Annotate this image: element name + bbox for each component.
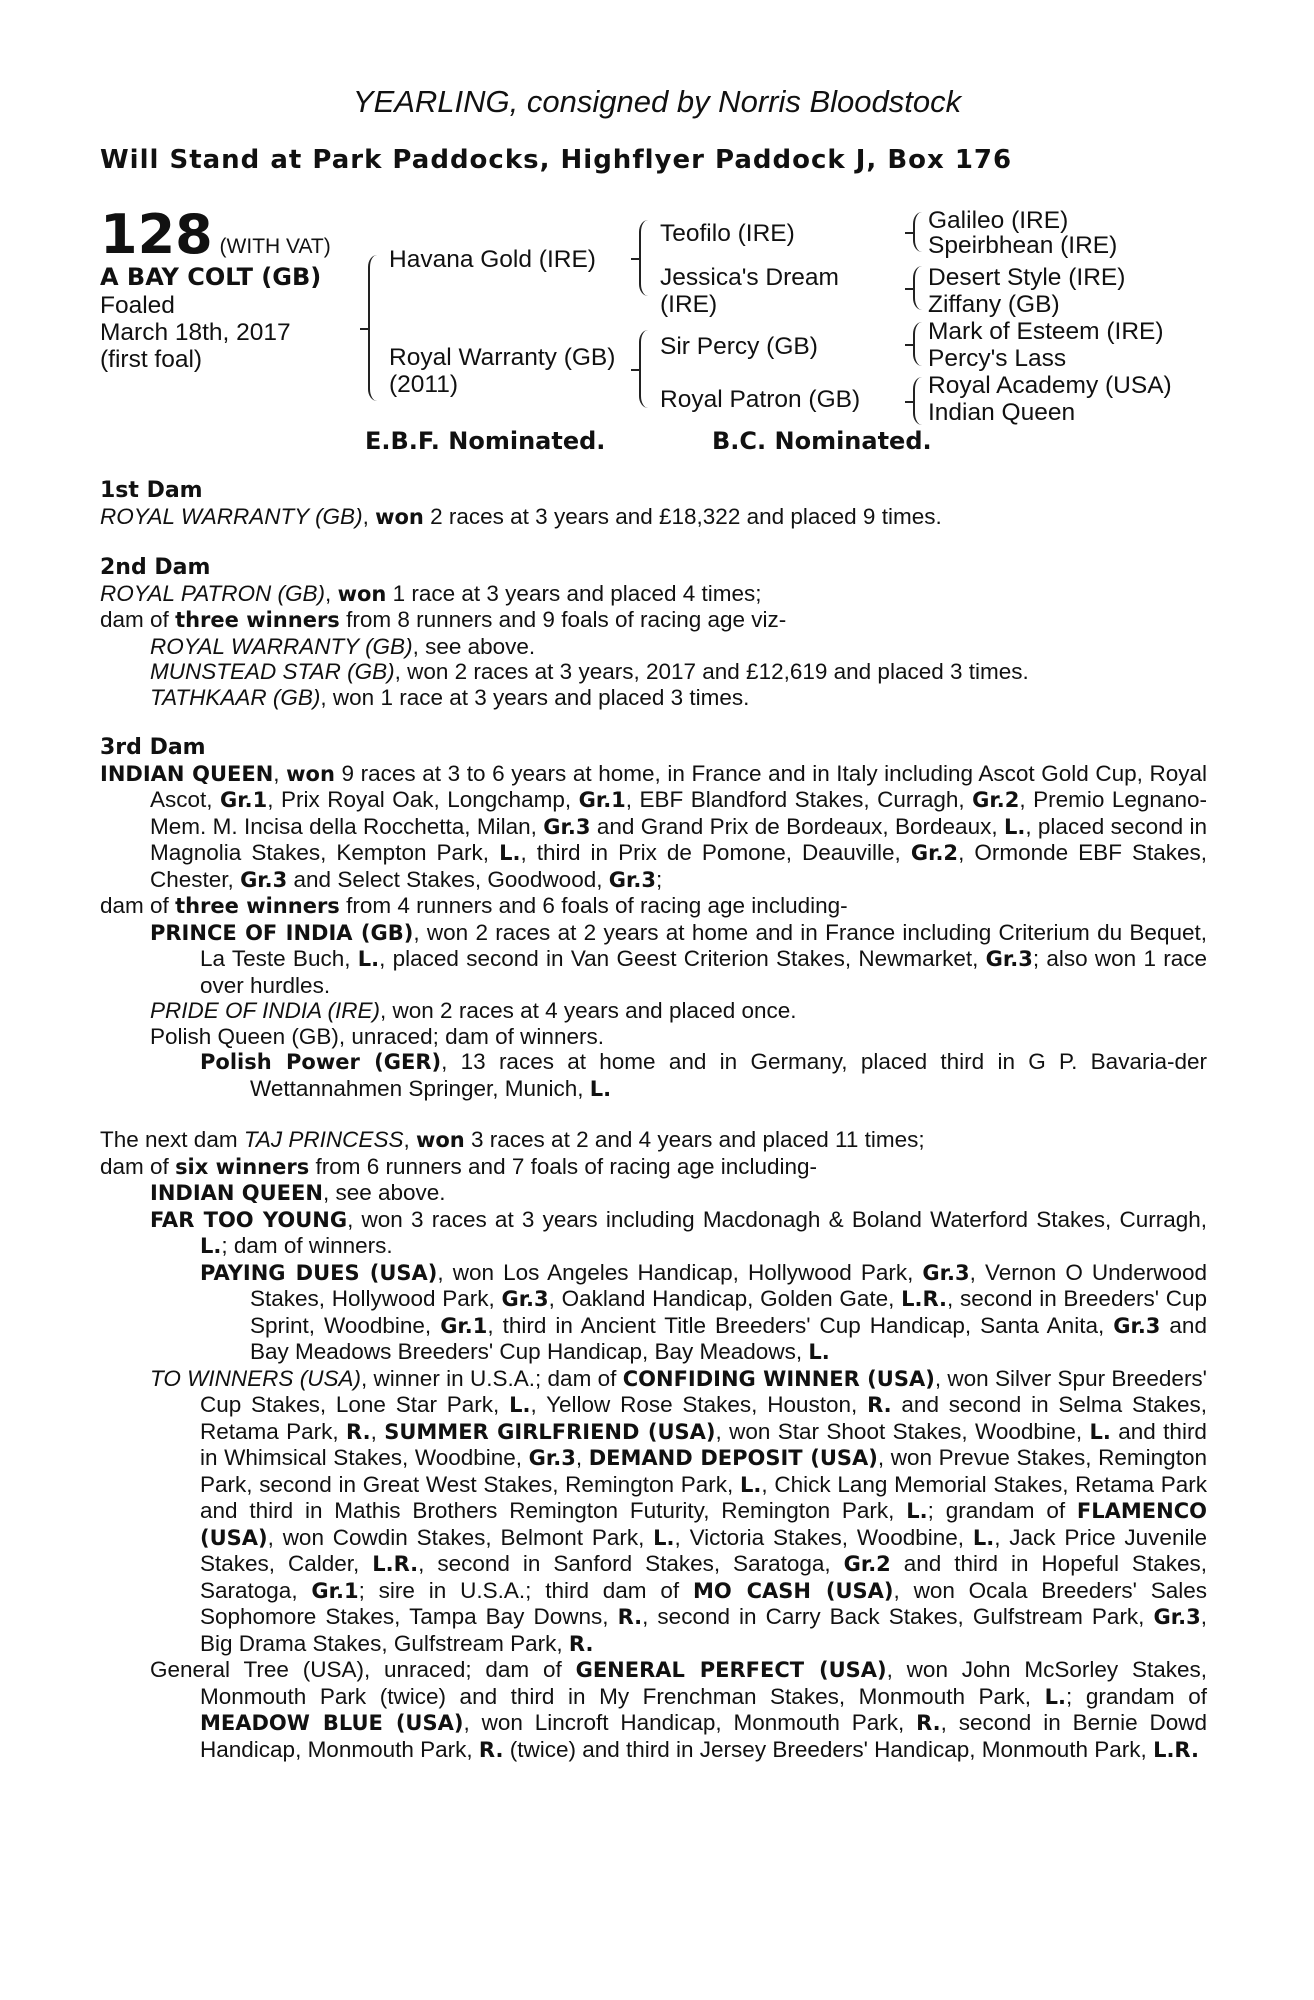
progeny-entry: TO WINNERS (USA), winner in U.S.A.; dam of CONFIDING WINNER (USA), won Silver Spur Breeders' Cup Stakes, Lone Star Park, L., Yellow Rose Stakes, Houston, R. and second in Selma Stakes, Retama Park, R., SUMMER GIRLFRIEND (USA), won Star Shoot Stakes, Woodbine, L. and third in Whimsical Stakes, Woodbine, Gr.3, DEMAND DEPOSIT (USA), won Prevue Stakes, Remington Park, second in Great West Stakes, Remington Park, L., Chick Lang Memorial Stakes, Retama Park and third in Mathis Brothers Remington Futurity, Remington Park, L.; grandam of FLAMENCO (USA), won Cowdin Stakes, Belmont Park, L., Victoria Stakes, Woodbine, L., Jack Price Juvenile Stakes, Calder, L.R., second in Sanford Stakes, Saratoga, Gr.2 and third in Hopeful Stakes, Saratoga, Gr.1; sire in U.S.A.; third dam of MO CASH (USA), won Ocala Breeders' Sales Sophomore Stakes, Tampa Bay Downs, R., second in Carry Back Stakes, Gulfstream Park, Gr.3, Big Drama Stakes, Gulfstream Park, R. (150, 1365, 1207, 1656)
progeny-entry: General Tree (USA), unraced; dam of GENERAL PERFECT (USA), won John McSorley Stakes, Monmouth Park (twice) and third in My Frenchman Stakes, Monmouth Park, L.; grandam of MEADOW BLUE (USA), won Lincroft Handicap, Monmouth Park, R., second in Bernie Dowd Handicap, Monmouth Park, R. (twice) and third in Jersey Breeders' Handicap, Monmouth Park, L.R. (150, 1657, 1207, 1762)
page-title: YEARLING, consigned by Norris Bloodstock (352, 84, 962, 119)
first-dam-record: ROYAL WARRANTY (GB), won 2 races at 3 years and £18,322 and placed 9 times. (100, 503, 942, 529)
grand-progeny-entry: PAYING DUES (USA), won Los Angeles Handicap, Hollywood Park, Gr.3, Vernon O Underwood Stakes, Hollywood Park, Gr.3, Oakland Handicap, Golden Gate, L.R., second in Breeders' Cup Sprint, Woodbine, Gr.1, third in Ancient Title Breeders' Cup Handicap, Santa Anita, Gr.3 and Bay Meadows Breeders' Cup Handicap, Bay Meadows, L. (200, 1259, 1207, 1364)
pedigree-gen3-2: Speirbhean (IRE) (928, 232, 1118, 259)
pedigree-gen3-4: Ziffany (GB) (928, 291, 1060, 318)
pedigree-sire-dam-country: (IRE) (660, 291, 718, 318)
stand-location: Will Stand at Park Paddocks, Highflyer Paddock J, Box 176 (100, 145, 1013, 175)
foaled-label: Foaled (100, 292, 175, 319)
first-dam-name: ROYAL WARRANTY (GB) (100, 503, 363, 529)
catalogue-body (100, 478, 1207, 1788)
third-dam-heading: 3rd Dam (100, 735, 206, 760)
progeny-entry: TATHKAAR (GB), won 1 race at 3 years and placed 3 times. (150, 684, 750, 710)
pedigree-brace-main (368, 255, 379, 401)
pedigree-gen3-1: Galileo (IRE) (928, 207, 1069, 234)
lot-name: A BAY COLT (GB) (100, 263, 322, 291)
pedigree-brace-sire (639, 220, 650, 296)
progeny-entry: PRIDE OF INDIA (IRE), won 2 races at 4 years and placed once. (150, 998, 797, 1023)
second-dam-name: ROYAL PATRON (GB) (100, 580, 326, 606)
pedigree-dam-dam: Royal Patron (GB) (660, 386, 861, 413)
next-dam-produce-summary: dam of six winners from 6 runners and 7 foals of racing age including- (100, 1153, 818, 1179)
pedigree-brace-g2 (913, 266, 924, 310)
first-dam-heading: 1st Dam (100, 478, 203, 503)
grand-progeny-entry: Polish Power (GER), 13 races at home and in Germany, placed third in G P. Bavaria-der Wettannahmen Springer, Munich, L. (200, 1049, 1207, 1101)
pedigree-brace-g1 (913, 212, 924, 252)
pedigree-gen3-7: Royal Academy (USA) (928, 372, 1172, 399)
third-dam-record: INDIAN QUEEN, won 9 races at 3 to 6 years at home, in France and in Italy including Ascot Gold Cup, Royal Ascot, Gr.1, Prix Royal Oak, Longchamp, Gr.1, EBF Blandford Stakes, Curragh, Gr.2, Premio Legnano-Mem. M. Incisa della Rocchetta, Milan, Gr.3 and Grand Prix de Bordeaux, Bordeaux, L., placed second in Magnolia Stakes, Kempton Park, L., third in Prix de Pomone, Deauville, Gr.2, Ormonde EBF Stakes, Chester, Gr.3 and Select Stakes, Goodwood, Gr.3; (100, 760, 1208, 892)
pedigree-gen3-3: Desert Style (IRE) (928, 264, 1126, 291)
ebf-nominated: E.B.F. Nominated. (365, 427, 606, 455)
pedigree-gen3-8: Indian Queen (928, 399, 1076, 426)
progeny-entry: ROYAL WARRANTY (GB), see above. (150, 633, 536, 659)
bc-nominated: B.C. Nominated. (712, 427, 932, 455)
pedigree-dam-sire: Sir Percy (GB) (660, 333, 818, 360)
second-dam-produce-summary: dam of three winners from 8 runners and 9 foals of racing age viz- (100, 607, 787, 632)
pedigree-sire-sire: Teofilo (IRE) (660, 220, 795, 247)
first-dam-section (100, 478, 1207, 530)
second-dam-section (100, 555, 1207, 710)
vat-label: (WITH VAT) (219, 235, 331, 258)
third-dam-section (100, 735, 1207, 1102)
pedigree-gen3-6: Percy's Lass (928, 345, 1067, 372)
progeny-entry: FAR TOO YOUNG, won 3 races at 3 years including Macdonagh & Boland Waterford Stakes, Curragh, L.; dam of winners. (150, 1206, 1207, 1258)
pedigree-brace-dam (639, 330, 650, 408)
pedigree-sire-dam: Jessica's Dream (660, 264, 839, 291)
next-dam-section (100, 1127, 1207, 1763)
pedigree-brace-g4 (913, 377, 924, 425)
lot-number-line (100, 203, 331, 266)
progeny-entry: Polish Queen (GB), unraced; dam of winners. (150, 1023, 604, 1049)
lot-number: 128 (100, 203, 213, 266)
second-dam-record: ROYAL PATRON (GB), won 1 race at 3 years and placed 4 times; (100, 580, 762, 606)
second-dam-heading: 2nd Dam (100, 555, 211, 580)
pedigree-gen3-5: Mark of Esteem (IRE) (928, 318, 1164, 345)
pedigree-sire: Havana Gold (IRE) (389, 246, 596, 273)
pedigree-dam: Royal Warranty (GB) (389, 344, 616, 371)
pedigree-brace-g3 (913, 322, 924, 366)
next-dam-record: The next dam TAJ PRINCESS, won 3 races at 2 and 4 years and placed 11 times; (100, 1127, 925, 1152)
pedigree-dam-year: (2011) (389, 371, 459, 398)
foaled-date: March 18th, 2017 (100, 319, 291, 346)
progeny-entry: PRINCE OF INDIA (GB), won 2 races at 2 years at home and in France including Criterium du Bequet, La Teste Buch, L., placed second in Van Geest Criterion Stakes, Newmarket, Gr.3; also won 1 race over hurdles. (150, 919, 1208, 998)
first-foal-note: (first foal) (100, 346, 203, 373)
progeny-entry: INDIAN QUEEN, see above. (150, 1180, 446, 1205)
progeny-entry: MUNSTEAD STAR (GB), won 2 races at 3 years, 2017 and £12,619 and placed 3 times. (150, 659, 1029, 684)
third-dam-produce-summary: dam of three winners from 4 runners and 6 foals of racing age including- (100, 893, 848, 918)
